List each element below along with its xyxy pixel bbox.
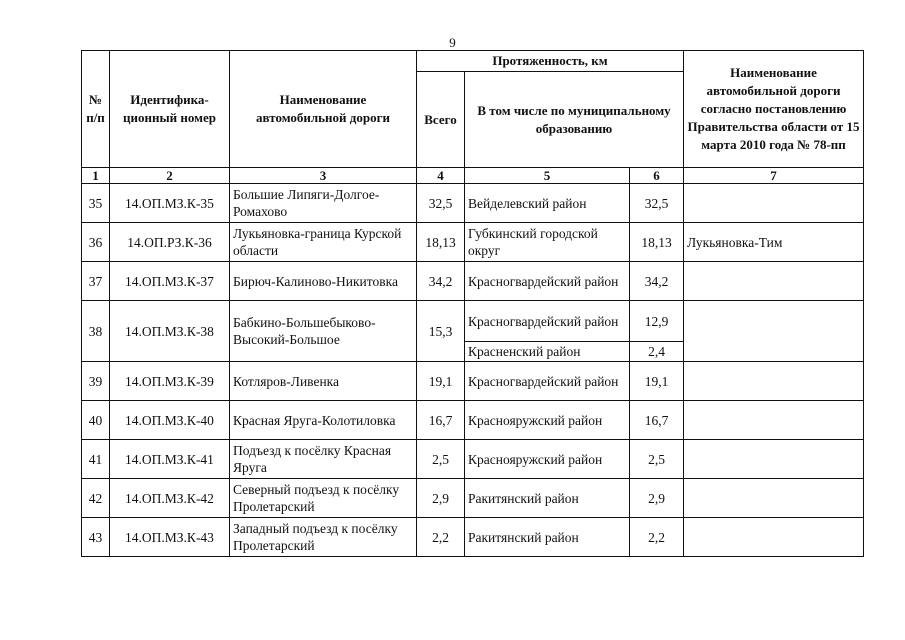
column-number: 1: [82, 168, 110, 184]
table-row: [82, 440, 864, 479]
municipality-km: 2,5: [630, 440, 684, 479]
road-name: Западный подъезд к посёлку Пролетарский: [230, 518, 417, 557]
column-number: 5: [465, 168, 630, 184]
road-id: 14.ОП.МЗ.К-37: [110, 262, 230, 301]
road-name-2010: [684, 184, 864, 223]
municipality-km: 32,5: [630, 184, 684, 223]
municipality: Краснояружский район: [465, 401, 630, 440]
row-number: 40: [82, 401, 110, 440]
road-id: 14.ОП.МЗ.К-35: [110, 184, 230, 223]
road-total-km: 2,2: [417, 518, 465, 557]
municipality-km: 2,2: [630, 518, 684, 557]
roads-table: [81, 50, 864, 557]
table-row: [82, 223, 864, 262]
municipality: Красненский район: [465, 342, 630, 362]
header-number: № п/п: [82, 51, 110, 168]
road-total-km: 16,7: [417, 401, 465, 440]
road-id: 14.ОП.МЗ.К-38: [110, 301, 230, 362]
table-row: [82, 401, 864, 440]
row-number: 43: [82, 518, 110, 557]
municipality-km: 12,9: [630, 301, 684, 342]
road-id: 14.ОП.РЗ.К-36: [110, 223, 230, 262]
row-number: 42: [82, 479, 110, 518]
header-length-group: Протяженность, км: [417, 51, 684, 72]
road-name: Бирюч-Калиново-Никитовка: [230, 262, 417, 301]
road-name-2010: [684, 362, 864, 401]
road-total-km: 19,1: [417, 362, 465, 401]
municipality: Краснояружский район: [465, 440, 630, 479]
road-total-km: 32,5: [417, 184, 465, 223]
header-road-name: Наименование автомобильной дороги: [230, 51, 417, 168]
road-name-2010: [684, 479, 864, 518]
road-name-2010: [684, 440, 864, 479]
municipality: Красногвардейский район: [465, 362, 630, 401]
table-row: [82, 262, 864, 301]
column-number: 3: [230, 168, 417, 184]
municipality-km: 16,7: [630, 401, 684, 440]
road-name: Подъезд к посёлку Красная Яруга: [230, 440, 417, 479]
road-total-km: 34,2: [417, 262, 465, 301]
table-row: [82, 362, 864, 401]
table-row: [82, 518, 864, 557]
road-name: Большие Липяги-Долгое-Ромахово: [230, 184, 417, 223]
row-number: 36: [82, 223, 110, 262]
road-name-2010: [684, 518, 864, 557]
municipality: Красногвардейский район: [465, 301, 630, 342]
municipality-km: 34,2: [630, 262, 684, 301]
road-id: 14.ОП.МЗ.К-39: [110, 362, 230, 401]
row-number: 35: [82, 184, 110, 223]
municipality: Ракитянский район: [465, 479, 630, 518]
column-number: 4: [417, 168, 465, 184]
road-name-2010: Лукьяновка-Тим: [684, 223, 864, 262]
municipality-km: 18,13: [630, 223, 684, 262]
road-id: 14.ОП.МЗ.К-40: [110, 401, 230, 440]
road-total-km: 18,13: [417, 223, 465, 262]
row-number: 37: [82, 262, 110, 301]
header-id: Идентифика-ционный номер: [110, 51, 230, 168]
road-name: Котляров-Ливенка: [230, 362, 417, 401]
road-name: Красная Яруга-Колотиловка: [230, 401, 417, 440]
municipality: Губкинский городской округ: [465, 223, 630, 262]
column-number: 2: [110, 168, 230, 184]
column-number: 7: [684, 168, 864, 184]
road-id: 14.ОП.МЗ.К-43: [110, 518, 230, 557]
header-name-2010: Наименование автомобильной дороги согласно постановлению Правительства области от 15 марта 2010 года № 78-пп: [684, 51, 864, 168]
municipality-km: 2,9: [630, 479, 684, 518]
header-by-municipality: В том числе по муниципальному образованию: [465, 72, 684, 168]
road-name-2010: [684, 401, 864, 440]
road-total-km: 2,5: [417, 440, 465, 479]
road-total-km: 15,3: [417, 301, 465, 362]
road-name: Лукьяновка-граница Курской области: [230, 223, 417, 262]
road-total-km: 2,9: [417, 479, 465, 518]
municipality: Ракитянский район: [465, 518, 630, 557]
road-name: Северный подъезд к посёлку Пролетарский: [230, 479, 417, 518]
page-number: 9: [449, 35, 456, 50]
table-row: [82, 184, 864, 223]
road-name-2010: [684, 262, 864, 301]
road-id: 14.ОП.МЗ.К-41: [110, 440, 230, 479]
table-row: [82, 301, 864, 342]
road-id: 14.ОП.МЗ.К-42: [110, 479, 230, 518]
row-number: 38: [82, 301, 110, 362]
municipality-km: 19,1: [630, 362, 684, 401]
row-number: 39: [82, 362, 110, 401]
municipality: Красногвардейский район: [465, 262, 630, 301]
road-name: Бабкино-Большебыково-Высокий-Большое: [230, 301, 417, 362]
row-number: 41: [82, 440, 110, 479]
table-row: [82, 479, 864, 518]
header-total: Всего: [417, 72, 465, 168]
road-name-2010: [684, 301, 864, 362]
municipality: Вейделевский район: [465, 184, 630, 223]
column-number: 6: [630, 168, 684, 184]
municipality-km: 2,4: [630, 342, 684, 362]
